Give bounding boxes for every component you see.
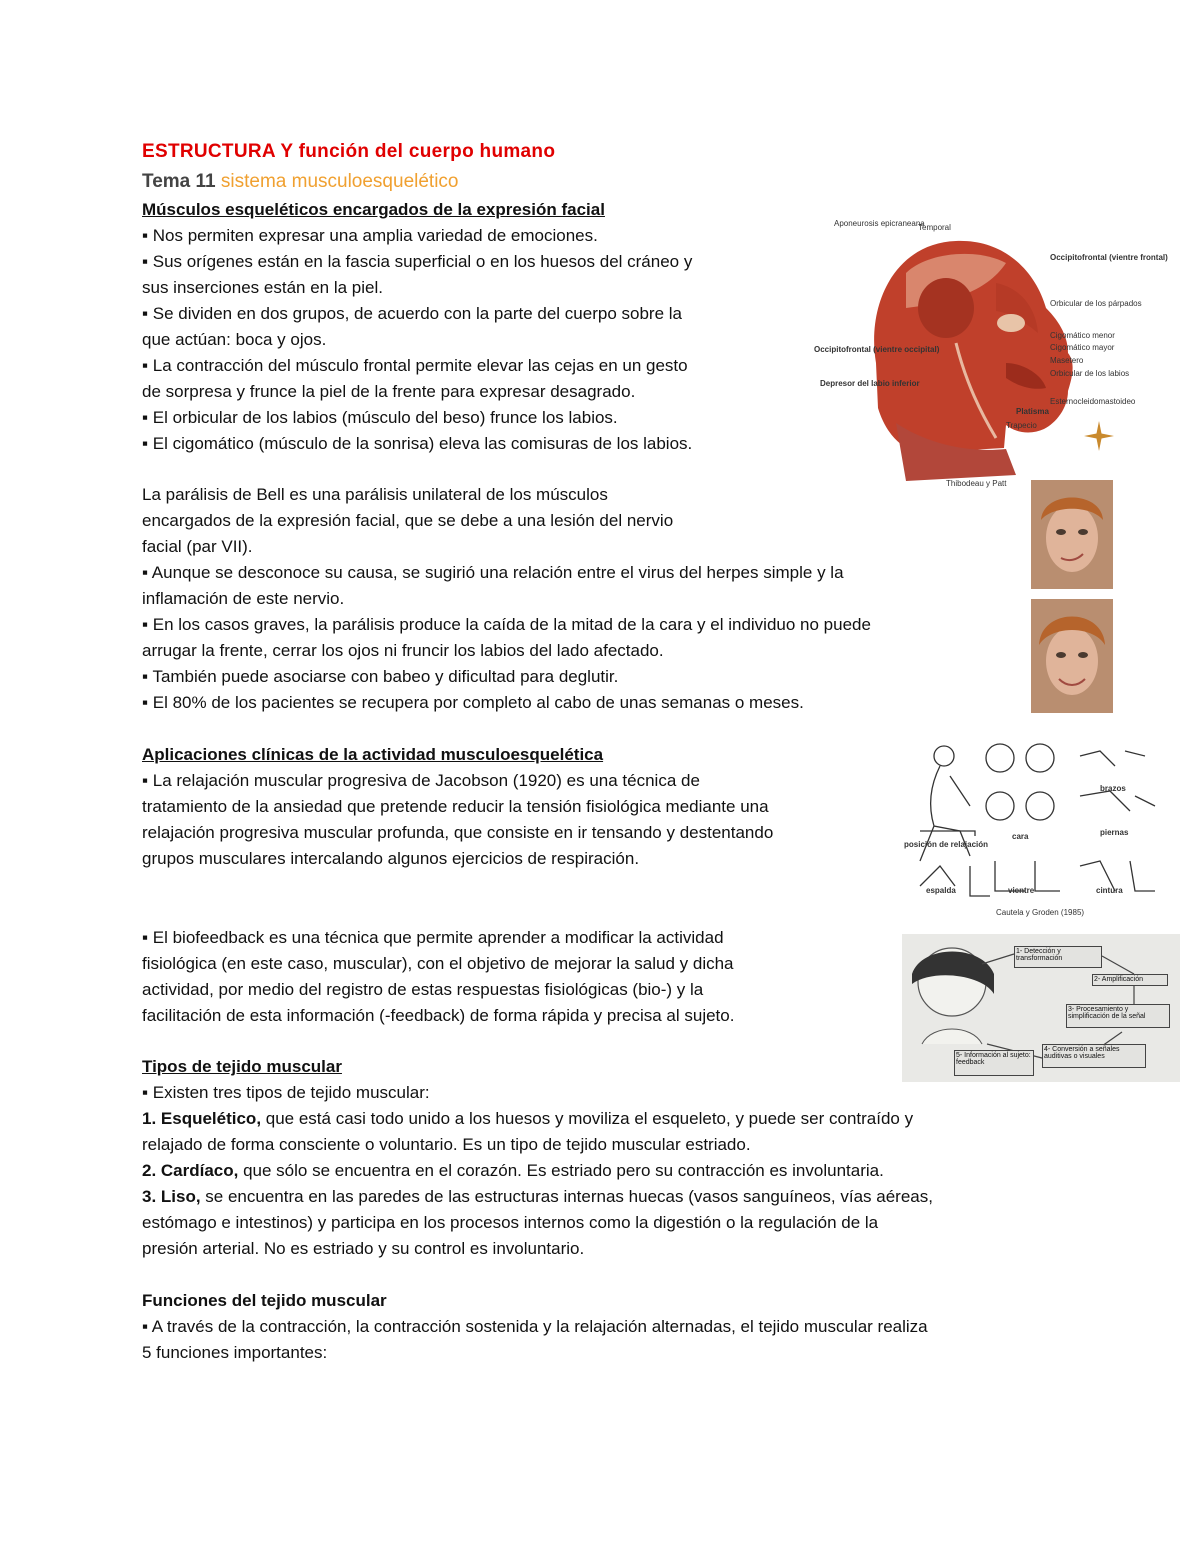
item-label: 1. Esquelético,: [142, 1109, 262, 1128]
label-vientre: vientre: [1008, 886, 1035, 895]
text-line: fisiológica (en este caso, muscular), con el objetivo de mejorar la salud y dicha: [142, 954, 734, 973]
bell-palsy-photo-1: [1031, 480, 1113, 589]
text-line: grupos musculares intercalando algunos ejercicios de respiración.: [142, 849, 640, 868]
text-line: ▪ Se dividen en dos grupos, de acuerdo con la parte del cuerpo sobre la: [142, 304, 682, 323]
text-line: relajación progresiva muscular profunda, que consiste en ir tensando y destentando: [142, 823, 774, 842]
step-feedback: 5- Información al sujeto: feedback: [954, 1050, 1034, 1076]
text-line: ▪ Existen tres tipos de tejido muscular:: [142, 1083, 430, 1102]
bell-palsy-photo-2: [1031, 599, 1113, 713]
face-photo-icon: [1031, 599, 1113, 713]
label-aponeurosis: Aponeurosis epicraneana: [834, 219, 925, 228]
section-heading-facial-muscles: Músculos esqueléticos encargados de la expresión facial: [142, 200, 605, 219]
text-line: arrugar la frente, cerrar los ojos ni fruncir los labios del lado afectado.: [142, 641, 664, 660]
section-heading-clinical-applications: Aplicaciones clínicas de la actividad musculoesquelética: [142, 745, 604, 764]
label-piernas: piernas: [1100, 828, 1129, 837]
label-orbicular-parpados: Orbicular de los párpados: [1050, 299, 1142, 308]
label-espalda: espalda: [926, 886, 956, 895]
label-occipitofrontal-frontal: Occipitofrontal (vientre frontal): [1050, 253, 1168, 262]
step-conversion: 4- Conversión a señales auditivas o visuales: [1042, 1044, 1146, 1068]
jacobson-relaxation-figure: [900, 736, 1162, 918]
label-cintura: cintura: [1096, 886, 1123, 895]
list-item: [142, 1158, 884, 1184]
list-item: [142, 1106, 913, 1132]
section-heading-tissue-types: Tipos de tejido muscular: [142, 1057, 342, 1076]
label-cara: cara: [1012, 832, 1029, 841]
label-cigomatico-menor: Cigomático menor: [1050, 331, 1115, 340]
item-text: relajado de forma consciente o voluntario. Es un tipo de tejido muscular estriado.: [142, 1135, 751, 1154]
label-platisma: Platisma: [1016, 407, 1049, 416]
label-orbicular-labios: Orbicular de los labios: [1050, 369, 1130, 378]
text-line: ▪ En los casos graves, la parálisis produce la caída de la mitad de la cara y el individuo no puede: [142, 615, 871, 634]
item-label: 2. Cardíaco,: [142, 1161, 239, 1180]
text-line: ▪ El orbicular de los labios (músculo del beso) frunce los labios.: [142, 408, 618, 427]
topic-subject: sistema musculoesquelético: [220, 171, 459, 192]
biofeedback-diagram: [902, 934, 1180, 1082]
item-text: que sólo se encuentra en el corazón. Es estriado pero su contracción es involuntaria.: [238, 1161, 884, 1180]
facial-muscles-figure: [806, 213, 1168, 493]
text-line: ▪ Aunque se desconoce su causa, se sugirió una relación entre el virus del herpes simple y la: [142, 563, 844, 582]
item-text: se encuentra en las paredes de las estructuras internas huecas (vasos sanguíneos, vías aéreas,: [200, 1187, 933, 1206]
text-line: La parálisis de Bell es una parálisis unilateral de los músculos: [142, 485, 608, 504]
label-temporal: Temporal: [918, 223, 951, 232]
list-item: [142, 1132, 751, 1158]
figure-credit: Cautela y Groden (1985): [996, 908, 1085, 917]
list-item: [142, 1184, 933, 1210]
text-line: ▪ A través de la contracción, la contracción sostenida y la relajación alternadas, el tejido muscular realiza: [142, 1317, 928, 1336]
list-item: [142, 1236, 584, 1262]
label-brazos: brazos: [1100, 784, 1126, 793]
label-occipitofrontal-occipital: Occipitofrontal (vientre occipital): [814, 345, 940, 354]
item-text: estómago e intestinos) y participa en los procesos internos como la digestión o la regulación de la: [142, 1213, 879, 1232]
text-line: ▪ El biofeedback es una técnica que permite aprender a modificar la actividad: [142, 928, 724, 947]
text-line: ▪ La relajación muscular progresiva de Jacobson (1920) es una técnica de: [142, 771, 700, 790]
document-title: ESTRUCTURA Y función del cuerpo humano: [142, 141, 556, 162]
step-detection: 1- Detección y transformación: [1014, 946, 1102, 968]
step-processing: 3- Procesamiento y simplificación de la señal: [1066, 1004, 1170, 1028]
text-line: ▪ Sus orígenes están en la fascia superficial o en los huesos del cráneo y: [142, 252, 693, 271]
step-amplification: 2- Amplificación: [1092, 974, 1168, 986]
text-line: ▪ La contracción del músculo frontal permite elevar las cejas en un gesto: [142, 356, 688, 375]
figure-credit: Thibodeau y Patt: [946, 479, 1007, 488]
text-line: facial (par VII).: [142, 537, 253, 556]
text-line: encargados de la expresión facial, que se debe a una lesión del nervio: [142, 511, 674, 530]
item-text: que está casi todo unido a los huesos y moviliza el esqueleto, y puede ser contraído y: [261, 1109, 914, 1128]
section-heading-functions: Funciones del tejido muscular: [142, 1291, 387, 1310]
label-masetero: Masetero: [1050, 356, 1084, 365]
text-line: sus inserciones están en la piel.: [142, 278, 383, 297]
label-trapecio: Trapecio: [1006, 421, 1037, 430]
text-line: ▪ El 80% de los pacientes se recupera por completo al cabo de unas semanas o meses.: [142, 693, 804, 712]
text-line: facilitación de esta información (-feedback) de forma rápida y precisa al sujeto.: [142, 1006, 735, 1025]
label-cigomatico-mayor: Cigomático mayor: [1050, 343, 1115, 352]
text-line: actividad, por medio del registro de estas respuestas fisiológicas (bio-) y la: [142, 980, 704, 999]
item-text: presión arterial. No es estriado y su control es involuntario.: [142, 1239, 585, 1258]
text-line: de sorpresa y frunce la piel de la frente para expresar desagrado.: [142, 382, 636, 401]
compass-icon: [1082, 419, 1116, 453]
text-line: 5 funciones importantes:: [142, 1343, 328, 1362]
face-photo-icon: [1031, 480, 1113, 589]
text-line: ▪ También puede asociarse con babeo y dificultad para deglutir.: [142, 667, 619, 686]
text-line: inflamación de este nervio.: [142, 589, 345, 608]
topic-line: [142, 171, 459, 193]
label-esternocleidomastoideo: Esternocleidomastoideo: [1050, 397, 1136, 406]
text-line: tratamiento de la ansiedad que pretende reducir la tensión fisiológica mediante una: [142, 797, 769, 816]
topic-number: Tema 11: [142, 171, 216, 192]
item-label: 3. Liso,: [142, 1187, 201, 1206]
text-line: ▪ Nos permiten expresar una amplia variedad de emociones.: [142, 226, 598, 245]
label-depresor-labio: Depresor del labio inferior: [820, 379, 920, 388]
label-posicion-relajacion: posición de relajación: [904, 840, 989, 849]
text-line: ▪ El cigomático (músculo de la sonrisa) eleva las comisuras de los labios.: [142, 434, 693, 453]
list-item: [142, 1210, 878, 1236]
text-line: que actúan: boca y ojos.: [142, 330, 327, 349]
